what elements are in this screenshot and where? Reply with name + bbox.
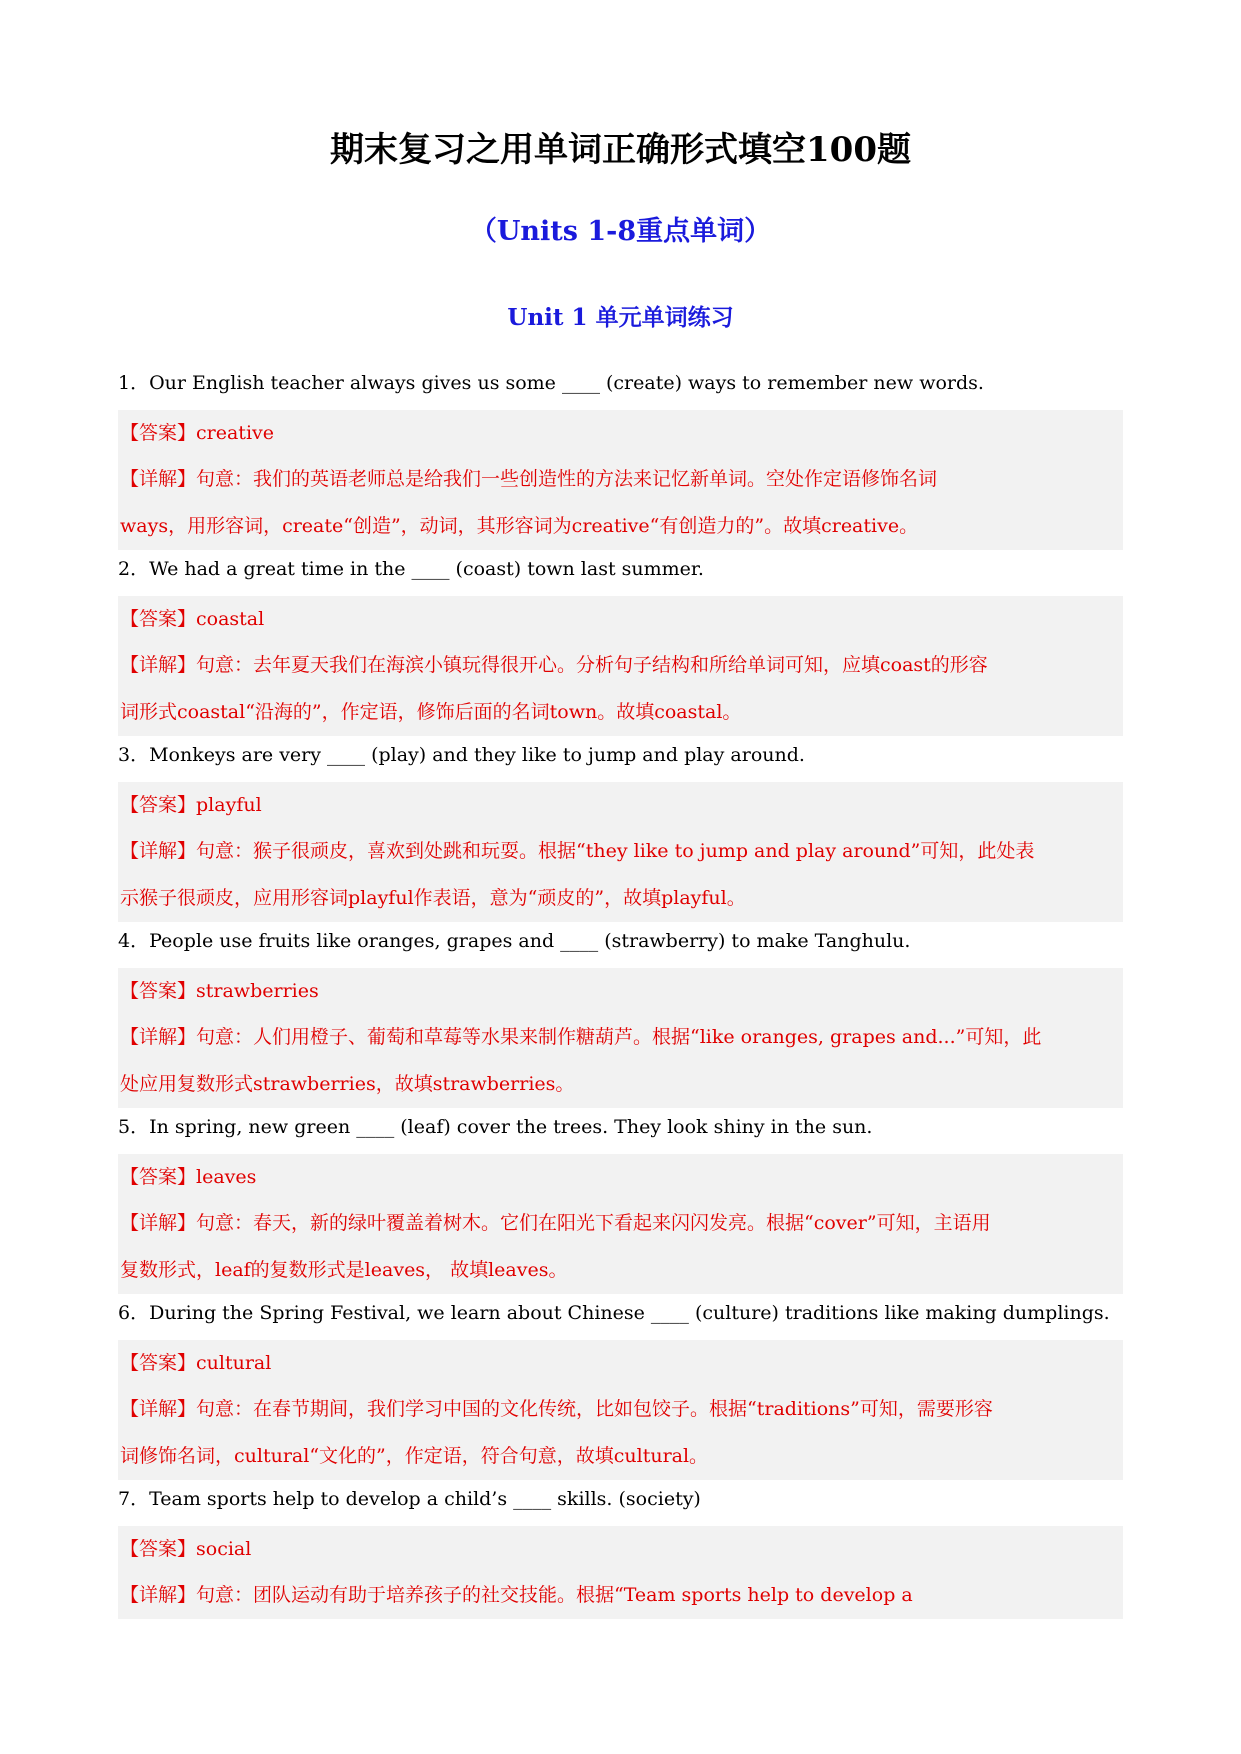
detail-line xyxy=(120,1061,1121,1108)
detail-line xyxy=(120,642,1121,689)
detail-label: 【详解】 xyxy=(120,1026,197,1048)
detail-text: 词形式coastal“沿海的”，作定语，修饰后面的名词town。故填coastal。 xyxy=(120,701,742,723)
detail-line xyxy=(120,875,1121,922)
answer-label: 【答案】 xyxy=(120,1538,197,1560)
detail-text: 词修饰名词，cultural“文化的”，作定语，符合句意，故填cultural。 xyxy=(120,1445,709,1467)
answer-box xyxy=(118,782,1123,922)
detail-line xyxy=(120,828,1121,875)
detail-line xyxy=(120,1014,1121,1061)
question-item xyxy=(118,550,1128,736)
detail-label: 【详解】 xyxy=(120,654,197,676)
answer-line xyxy=(120,782,1121,828)
detail-text: 句意：在春节期间，我们学习中国的文化传统，比如包饺子。根据“traditions”可知，需要形容 xyxy=(196,1398,993,1420)
detail-text: 复数形式，leaf的复数形式是leaves， 故填leaves。 xyxy=(120,1259,568,1281)
detail-line xyxy=(120,1433,1121,1480)
answer-label: 【答案】 xyxy=(120,980,197,1002)
answer-box xyxy=(118,1154,1123,1294)
page-title: 期末复习之用单词正确形式填空100题 xyxy=(330,130,911,170)
answer-line xyxy=(120,1340,1121,1386)
detail-line xyxy=(120,1386,1121,1433)
answer-line xyxy=(120,596,1121,642)
detail-text: 示猴子很顽皮，应用形容词playful作表语，意为“顽皮的”，故填playful。 xyxy=(120,887,746,909)
question-text: 4．People use fruits like oranges, grapes and ____ (strawberry) to make Tanghulu. xyxy=(118,930,911,952)
answer-line xyxy=(120,410,1121,456)
answer-value: creative xyxy=(196,422,275,444)
detail-line xyxy=(120,503,1121,550)
answer-line xyxy=(120,968,1121,1014)
question-item xyxy=(118,1294,1128,1480)
answer-label: 【答案】 xyxy=(120,608,197,630)
question-text: 6．During the Spring Festival, we learn about Chinese ____ (culture) traditions like making dumplings. xyxy=(118,1302,1110,1324)
detail-label: 【详解】 xyxy=(120,1212,197,1234)
question-text: 7．Team sports help to develop a child’s ____ skills. (society) xyxy=(118,1488,701,1510)
question-item xyxy=(118,1480,1128,1619)
question-text: 1．Our English teacher always gives us some ____ (create) ways to remember new words. xyxy=(118,372,984,394)
question-text: 5．In spring, new green ____ (leaf) cover the trees. They look shiny in the sun. xyxy=(118,1116,873,1138)
detail-line xyxy=(120,1247,1121,1294)
answer-value: coastal xyxy=(196,608,265,630)
answer-value: social xyxy=(196,1538,252,1560)
page-subtitle: （Units 1-8重点单词） xyxy=(469,216,772,247)
detail-text: 句意：人们用橙子、葡萄和草莓等水果来制作糖葫芦。根据“like oranges, grapes and...”可知，此 xyxy=(196,1026,1042,1048)
detail-label: 【详解】 xyxy=(120,1398,197,1420)
question-text: 2．We had a great time in the ____ (coast) town last summer. xyxy=(118,558,704,580)
answer-box xyxy=(118,1340,1123,1480)
answer-value: cultural xyxy=(196,1352,272,1374)
answer-value: playful xyxy=(196,794,262,816)
detail-line xyxy=(120,456,1121,503)
answer-label: 【答案】 xyxy=(120,1352,197,1374)
unit-heading: Unit 1 单元单词练习 xyxy=(507,304,734,331)
detail-line xyxy=(120,689,1121,736)
answer-value: leaves xyxy=(196,1166,257,1188)
detail-text: 句意：猴子很顽皮，喜欢到处跳和玩耍。根据“they like to jump and play around”可知，此处表 xyxy=(196,840,1035,862)
detail-text: ways，用形容词，create“创造”，动词，其形容词为creative“有创造力的”。故填creative。 xyxy=(120,515,919,537)
question-item xyxy=(118,1108,1128,1294)
detail-label: 【详解】 xyxy=(120,1584,197,1606)
answer-line xyxy=(120,1154,1121,1200)
detail-text: 句意：我们的英语老师总是给我们一些创造性的方法来记忆新单词。空处作定语修饰名词 xyxy=(196,468,938,490)
answer-label: 【答案】 xyxy=(120,422,197,444)
answer-value: strawberries xyxy=(196,980,319,1002)
detail-text: 句意：春天，新的绿叶覆盖着树木。它们在阳光下看起来闪闪发亮。根据“cover”可知，主语用 xyxy=(196,1212,991,1234)
question-item xyxy=(118,736,1128,922)
answer-box xyxy=(118,596,1123,736)
question-list xyxy=(118,364,1128,1619)
answer-box xyxy=(118,968,1123,1108)
detail-label: 【详解】 xyxy=(120,840,197,862)
detail-text: 句意：去年夏天我们在海滨小镇玩得很开心。分析句子结构和所给单词可知，应填coast的形容 xyxy=(196,654,988,676)
detail-line xyxy=(120,1200,1121,1247)
answer-label: 【答案】 xyxy=(120,794,197,816)
detail-text: 处应用复数形式strawberries，故填strawberries。 xyxy=(120,1073,575,1095)
answer-box xyxy=(118,1526,1123,1619)
detail-label: 【详解】 xyxy=(120,468,197,490)
answer-line xyxy=(120,1526,1121,1572)
question-item xyxy=(118,922,1128,1108)
answer-box xyxy=(118,410,1123,550)
question-item xyxy=(118,364,1128,550)
detail-text: 句意：团队运动有助于培养孩子的社交技能。根据“Team sports help to develop a xyxy=(196,1584,913,1606)
detail-line xyxy=(120,1572,1121,1619)
answer-label: 【答案】 xyxy=(120,1166,197,1188)
question-text: 3．Monkeys are very ____ (play) and they like to jump and play around. xyxy=(118,744,805,766)
